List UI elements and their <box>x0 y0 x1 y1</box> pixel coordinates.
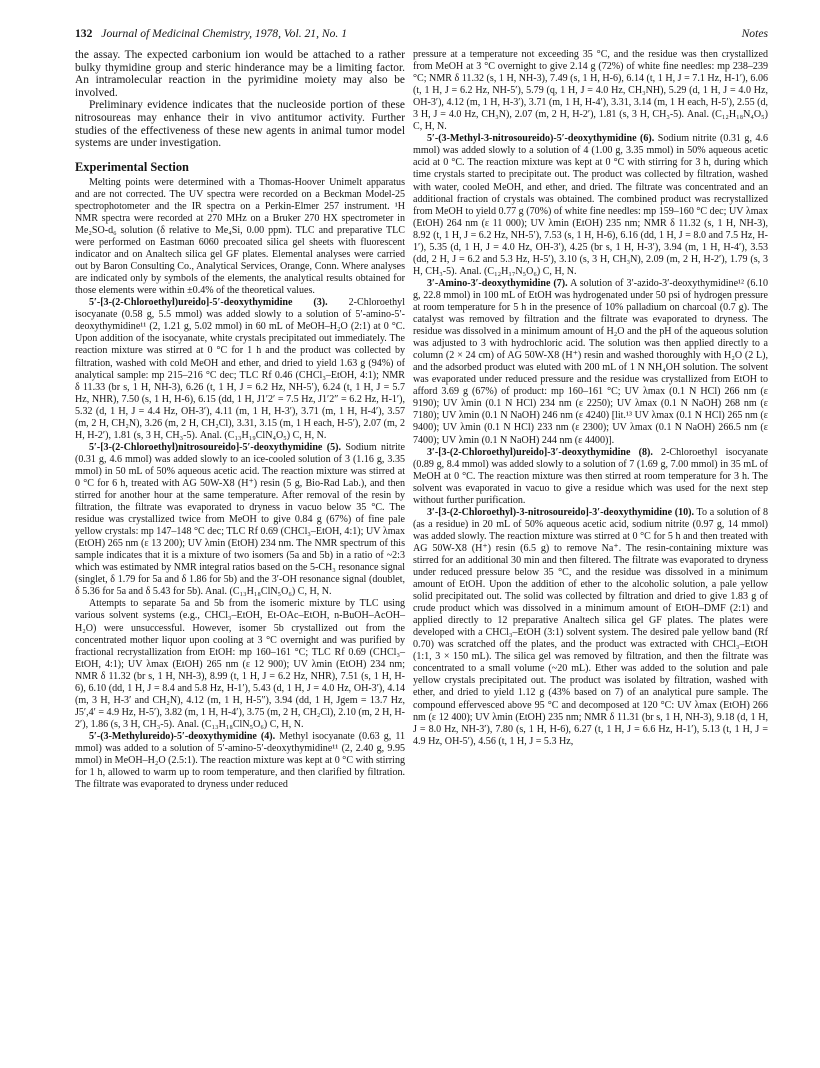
compound-3-paragraph <box>75 297 405 442</box>
journal-citation: Journal of Medicinal Chemistry, 1978, Vol. 21, No. 1 <box>101 27 348 40</box>
compound-6-title: 5′-(3-Methyl-3-nitrosoureido)-5′-deoxythymidine (6). <box>427 133 655 145</box>
intro-paragraph-1: the assay. The expected carbonium ion would be attached to a rather bulky thymidine group and steric hinderance may be a limiting factor. An intramolecular reaction in the pyrimidine moiety may also be involved. <box>75 49 405 99</box>
compound-7-title: 3′-Amino-3′-deoxythymidine (7). <box>427 277 568 289</box>
compound-4-paragraph <box>75 731 405 791</box>
compound-4-title: 5′-(3-Methylureido)-5′-deoxythymidine (4). <box>89 730 276 742</box>
compound-6-text: Sodium nitrite (0.31 g, 4.6 mmol) was added slowly to a solution of 4 (1.00 g, 3.35 mmol) in 50% aqueous acetic acid at 0 °C. The reaction mixture was kept at 0 °C with stirring for 3 h, during which time crystals started to precipitate out. The product was collected by filtration, washed with water, cooled MeOH, and ether, and dried. The filtrate was concentrated and an additional fraction of crystals was obtained. The combined product was recrystallized from MeOH to yield 0.77 g (70%) of white fine needles: mp 159–160 °C dec; UV λmax (EtOH) 264 nm (ε 11 000); UV λmin (EtOH) 235 nm; NMR δ 11.32 (s, 1 H, NH-3), 8.92 (t, 1 H, J = 6.2 Hz, NH-5′), 7.53 (s, 1 H, H-6), 6.16 (dd, 1 H, J = 8.0 and 7.5 Hz, H-1′), 5.35 (d, 1 H, J = 4.0 Hz, OH-3′), 4.25 (br s, 1 H, H-3′), 3.94 (m, 1 H, H-4′), 3.53 (dd, 2 H, J = 6.2 and 5.3 Hz, H-5′), 3.10 (s, 3 H, CH₃N), 2.09 (m, 2 H, H-2′), 1.79 (s, 3 H, CH₃-5). Anal. (C₁₂H₁₇N₅O₆) C, H, N. <box>413 133 768 277</box>
compound-10-title: 3′-[3-(2-Chloroethyl)-3-nitrosoureido]-3′-deoxythymidine (10). <box>427 506 695 518</box>
section-heading: Experimental Section <box>75 159 189 174</box>
compound-8-paragraph <box>413 447 768 507</box>
compound-5-title: 5′-[3-(2-Chloroethyl)nitrosoureido]-5′-deoxythymidine (5). <box>89 441 341 453</box>
compound-10-paragraph <box>413 507 768 748</box>
compound-4-continued: pressure at a temperature not exceeding 35 °C, and the residue was then crystallized from MeOH at 3 °C overnight to give 2.14 g (72%) of white fine needles: mp 238–239 °C; NMR δ 11.32 (s, 1 H, NH-3), 7.49 (s, 1 H, H-6), 6.14 (t, 1 H, J = 7.1 Hz, H-1′), 6.06 (t, 1 H, J = 6.2 Hz, NH-5′), 5.79 (q, 1 H, J = 4.0 Hz, CH₃NH), 5.29 (d, 1 H, J = 4.0 Hz, OH-3′), 4.12 (m, 1 H, H-3′), 3.71 (m, 1 H, H-4′), 3.31, 3.14 (m, 1 H each, H-5′), 2.55 (d, 3 H, J = 4.0 Hz, CH₃N), 2.07 (m, 2 H, H-2′), 1.81 (s, 3 H, CH₃-5). Anal. (C₁₂H₁₈N₄O₅) C, H, N. <box>413 49 768 133</box>
page-header <box>75 27 768 45</box>
intro-paragraph-2: Preliminary evidence indicates that the nucleoside portion of these nitrosoureas may enhance their in vivo antitumor activity. Further studies of the effectiveness of these new agents in animal tumor model systems are under investigation. <box>75 99 405 150</box>
compound-8-text: 2-Chloroethyl isocyanate (0.89 g, 8.4 mmol) was added slowly to a solution of 7 (1.69 g, 7.00 mmol) in 35 mL of MeOH at 0 °C. The reaction mixture was then stirred at room temperature for 3 h. The solvent was evaporated in vacuo to give a residue which was used for the next step without further purification. <box>413 446 769 506</box>
running-header <box>75 27 347 40</box>
section-label: Notes <box>741 27 768 40</box>
compound-10-text: To a solution of 8 (as a residue) in 20 mL of 50% aqueous acetic acid, sodium nitrite (0.97 g, 14 mmol) was added slowly. The reaction mixture was stirred at 0 °C for 5 h and then treated with AG 50W-X8 (H⁺) resin (6.5 g) to remove Na⁺. The resin-containing mixture was stirred for an additional 30 min and then filtered. The filtrate was evaporated to dryness under reduced pressure below 35 °C, and the residue was dissolved in a minimum amount of EtOH. Upon the addition of ether to the alcoholic solution, a pale yellow solid precipitated out. The solid was collected by filtration and dried to give 1.83 g of crude product which was dissolved in a minimum amount of EtOH–DMF (2:1) and applied directly to 12 preparative Analtech silica gel GF plates. The plates were developed with a CHCl₃–EtOH (3:1) solvent system. The desired pale yellow band (Rf 0.70) was scratched off the plates, and the product was extracted with CHCl₃–EtOH (1:1, 3 × 150 mL). The silica gel was removed by filtration, and then the filtrate was concentrated to a small volume (~20 mL). Ether was added to the solution and pale yellow crystals precipitated out. The product was isolated by filtration, washed with ether, and dried to yield 1.12 g (43% based on 7) of an analytical pure sample. The compound effervesced above 95 °C and decomposed at 120 °C: UV λmax (EtOH) 266 nm (ε 12 400); UV λmin (EtOH) 235 nm; NMR δ 11.31 (br s, 1 H, NH-3), 9.18 (d, 1 H, J = 8.0 Hz, NH-3′), 7.80 (s, 1 H, H-6), 6.27 (t, 1 H, J = 6.6 Hz, H-1′), 5.13 (t, 1 H, J = 4.9 Hz, OH-5′), 4.56 (t, 1 H, J = 5.3 Hz, <box>413 506 768 747</box>
right-column <box>413 49 768 748</box>
compound-3-title: 5′-[3-(2-Chloroethyl)ureido]-5′-deoxythymidine (3). <box>89 297 328 309</box>
general-methods-paragraph: Melting points were determined with a Thomas-Hoover Unimelt apparatus and are not corrected. The UV spectra were recorded on a Beckman Model-25 spectrophotometer and the IR spectra on a Perkin-Elmer 257 instrument. ¹H NMR spectra were recorded at 270 MHz on a Bruker 270 HX spectrometer in Me₂SO-d₆ solution (δ relative to Me₄Si, 0.00 ppm). TLC and preparative TLC were performed on Eastman 6060 precoated silica gel sheets with fluorescent indicator and on Analtech silica gel GF plates. Elemental analyses were carried out by Baron Consulting Co., Analytical Services, Orange, Conn. Where analyses are indicated only by symbols of the elements, the analytical results obtained for those elements were within ±0.4% of the theoretical values. <box>75 176 405 297</box>
compound-7-text: A solution of 3′-azido-3′-deoxythymidine¹² (6.10 g, 22.8 mmol) in 100 mL of EtOH was hydrogenated under 50 psi of hydrogen pressure at room temperature for 5 h in the presence of 10% palladium on charcoal (0.7 g). The catalyst was removed by filtration and the filtrate was evaporated to dryness. The residue was dissolved in a minimum amount of H₂O and the pH of the aqueous solution was adjusted to 3 with hydrochloric acid. The solution was then applied directly to a column (2 × 24 cm) of AG 50W-X8 (H⁺) resin and washed thoroughly with H₂O (2 L), and the adsorbed product was eluted with 200 mL of 1 N NH₄OH solution. The solvent was evaporated under reduced pressure and the residue was crystallized from EtOH to afford 3.69 g (67%) of product: mp 160–161 °C; UV λmax (0.1 N HCl) 266 nm (ε 9190); UV λmin (0.1 N HCl) 234 nm (ε 2250); UV λmax (0.1 N NaOH) 268 nm (ε 7180); UV λmin (0.1 N NaOH) 246 nm (ε 4240) [lit.¹³ UV λmax (0.1 N HCl) 265 nm (ε 9400); UV λmin (0.1 N HCl) 233 nm (ε 2300); UV λmax (0.1 N NaOH) 266.5 nm (ε 7400); UV λmin (0.1 N NaOH) 244 nm (ε 4400)]. <box>413 277 768 446</box>
compound-5-text: Sodium nitrite (0.31 g, 4.6 mmol) was added slowly to an ice-cooled solution of 3 (1.16 g, 3.35 mmol) in 50 mL of 50% aqueous acetic acid. The reaction mixture was stirred at 0 °C for 6 h, treated with AG 50W-X8 (H⁺) resin (5 g, Bio-Rad Lab.), and then stirred for another hour at the same temperature. After removal of the resin by filtration, the filtrate was evaporated to dryness in vacuo below 35 °C. The residue was crystallized twice from MeOH to give 0.84 g (67%) of fine pale yellow crystals: mp 147–148 °C dec; TLC Rf 0.69 (CHCl₃–EtOH, 4:1); UV λmax (EtOH) 265 nm (ε 13 200); UV λmin (EtOH) 234 nm. The NMR spectrum of this sample indicates that it is a mixture of two isomers (5a and 5b) in a ratio of ~2:3 which was estimated by NMR integral ratios based on the 5-CH₃ resonance signal (singlet, δ 1.79 for 5a and δ 1.86 for 5b) and the 3′-OH resonance signal (doublet, δ 5.36 for 5a and δ 5.43 for 5b). Anal. (C₁₃H₁₈ClN₅O₆) C, H, N. <box>75 441 406 598</box>
compound-3-text: 2-Chloroethyl isocyanate (0.58 g, 5.5 mmol) was added slowly to a solution of 5′-amino-5′-deoxythymidine¹¹ (2, 1.21 g, 5.02 mmol) in 60 mL of MeOH–H₂O (2:1) at 0 °C. Upon addition of the isocyanate, white crystals precipitated out immediately. The reaction mixture was stirred at 0 °C for 1 h and the product was collected by filtration, washed with cold MeOH and ether, and dried to yield 1.63 g (94%) of analytical sample: mp 215–216 °C dec; TLC Rf 0.46 (CHCl₃–EtOH, 4:1); NMR δ 11.33 (br s, 1 H, NH-3), 6.26 (t, 1 H, J = 6.2 Hz, NH-5′), 6.24 (t, 1 H, J = 5.7 Hz, NHR), 7.50 (s, 1 H, H-6), 6.15 (dd, 1 H, J1′2′ = 7.5 Hz, J1′2″ = 6.2 Hz, H-1′), 5.32 (d, 1 H, J = 4.4 Hz, OH-3′), 4.11 (m, 1 H, H-3′), 3.71 (m, 1 H, H-4′), 3.57 (m, 2 H, CH₂N), 3.26 (m, 2 H, CH₂Cl), 3.31, 3.15 (m, 1 H each, H-5′), 2.07 (m, 2 H, H-2′), 1.81 (s, 3 H, CH₃-5). Anal. (C₁₃H₁₉ClN₄O₅) C, H, N. <box>75 297 405 441</box>
compound-7-paragraph <box>413 278 768 447</box>
page-number: 132 <box>75 27 93 40</box>
compound-8-title: 3′-[3-(2-Chloroethyl)ureido]-3′-deoxythymidine (8). <box>427 446 653 458</box>
compound-5-paragraph <box>75 442 405 599</box>
compound-6-paragraph <box>413 133 768 278</box>
left-column <box>75 49 405 791</box>
isomer-separation-paragraph: Attempts to separate 5a and 5b from the isomeric mixture by TLC using various solvent systems (e.g., CHCl₃–EtOH, Et-OAc–EtOH, n-BuOH–AcOH–H₂O) were unsuccessful. However, isomer 5b crystallized out from the concentrated mother liquor upon cooling at 3 °C overnight and was purified by fractional recrystallization from EtOH: mp 160–161 °C; TLC Rf 0.69 (CHCl₃–EtOH, 4:1); UV λmax (EtOH) 265 nm (ε 12 900); UV λmin (EtOH) 234 nm; NMR δ 11.32 (br s, 1 H, NH-3), 8.99 (t, 1 H, J = 6.2 Hz, NHR), 7.51 (s, 1 H, H-6), 6.10 (dd, 1 H, J = 8.4 and 5.8 Hz, H-1′), 5.43 (d, 1 H, J = 4.0 Hz, OH-3′), 4.14 (m, 3 H, H-3′ and CH₂N), 4.12 (m, 1 H, H-5″), 3.94 (dd, 1 H, Jgem = 13.7 Hz, J5′,4′ = 4.9 Hz, H-5′), 3.82 (m, 1 H, H-4′), 3.75 (m, 2 H, CH₂Cl), 2.10 (m, 2 H, H-2′), 1.86 (s, 3 H, CH₃-5). Anal. (C₁₃H₁₈ClN₅O₆) C, H, N. <box>75 598 405 730</box>
compound-4-text: Methyl isocyanate (0.63 g, 11 mmol) was added to a solution of 5′-amino-5′-deoxythymidine¹¹ (2, 2.40 g, 9.95 mmol) in MeOH–H₂O (2.5:1). The reaction mixture was kept at 0 °C with stirring for 1 h, allowed to warm up to room temperature, and then clarified by filtration. The filtrate was evaporated to dryness under reduced <box>75 730 405 791</box>
